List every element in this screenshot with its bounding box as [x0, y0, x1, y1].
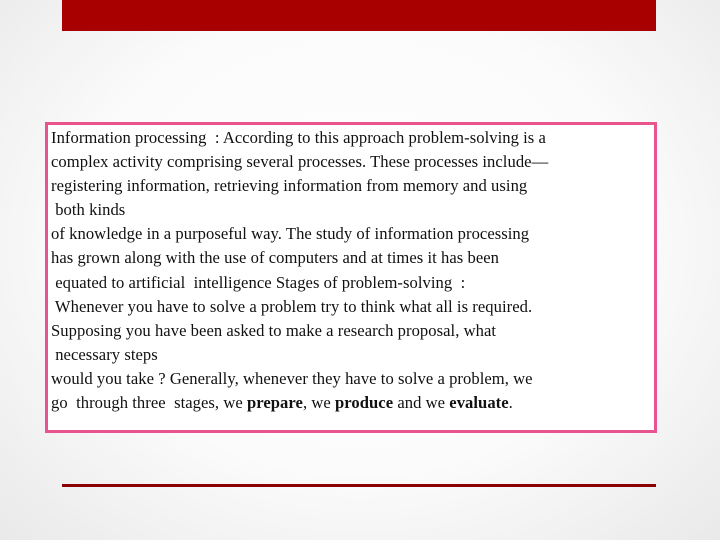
text-line: complex activity comprising several processes. These processes include—	[51, 152, 549, 172]
text-segment: , we	[302, 393, 335, 413]
text-segment: and we	[393, 393, 450, 413]
text-line: equated to artificial intelligence Stages of problem-solving :	[51, 272, 466, 292]
text-box	[45, 122, 657, 433]
text-line: registering information, retrieving information from memory and using	[51, 176, 528, 196]
text-line: Whenever you have to solve a problem try to think what all is required.	[51, 296, 533, 316]
text-line: has grown along with the use of computers and at times it has been	[51, 248, 500, 268]
bottom-divider-rule	[62, 484, 656, 487]
top-accent-bar	[62, 0, 656, 31]
emphasis-prepare: prepare	[246, 393, 303, 413]
text-line: would you take ? Generally, whenever they have to solve a problem, we	[51, 368, 533, 388]
text-line-last	[51, 391, 651, 415]
emphasis-evaluate: evaluate	[449, 393, 509, 413]
text-segment: .	[508, 393, 513, 413]
text-line: necessary steps	[51, 344, 158, 364]
text-line: Supposing you have been asked to make a research proposal, what	[51, 320, 497, 340]
text-line: both kinds	[51, 200, 126, 220]
text-line: Information processing : According to this approach problem-solving is a	[51, 128, 546, 147]
text-segment: go through three stages, we	[51, 393, 247, 413]
text-line: of knowledge in a purposeful way. The study of information processing	[51, 224, 530, 244]
emphasis-produce: produce	[334, 393, 394, 413]
